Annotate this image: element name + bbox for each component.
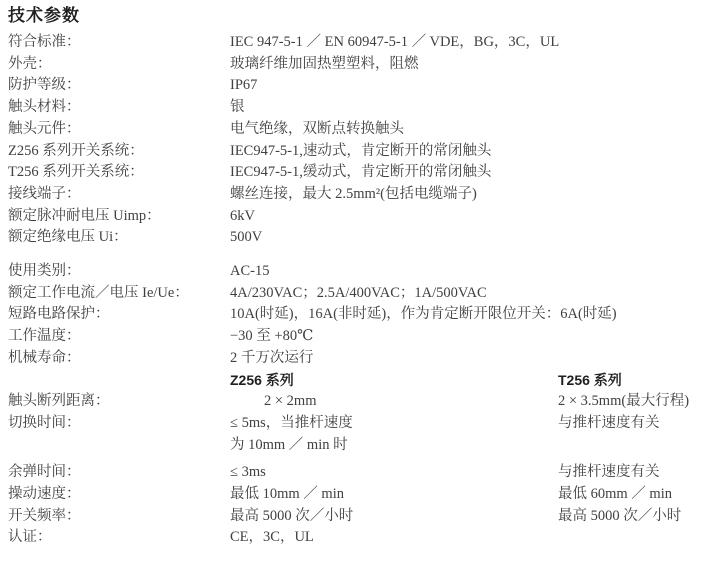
spec-label: 额定脉冲耐电压 Uimp： <box>8 207 161 224</box>
comparison-header-row <box>8 370 727 392</box>
comparison-row <box>8 391 727 413</box>
comparison-row <box>8 506 727 528</box>
spec-value: 10A(时延)，16A(非时延)，作为肯定断开限位开关：6A(时延) <box>230 306 617 323</box>
t256-value <box>558 527 727 549</box>
spec-value: AC-15 <box>230 263 270 280</box>
z256-value <box>230 413 558 456</box>
z256-value: 2 × 2mm <box>264 393 317 410</box>
z256-value: 最高 5000 次／小时 <box>230 507 354 524</box>
spec-row <box>8 261 727 283</box>
spec-value: 银 <box>230 99 245 116</box>
spec-row <box>8 304 727 326</box>
column-header-z256: Z256 系列 <box>230 371 294 388</box>
spec-row <box>8 184 727 206</box>
spec-row <box>8 54 727 76</box>
spec-label: 防护等级： <box>8 77 81 94</box>
z256-value: 最低 10mm ／ min <box>230 486 344 503</box>
spec-row <box>8 162 727 184</box>
spec-label: 工作温度： <box>8 328 81 345</box>
spec-row <box>8 97 727 119</box>
spec-value: 500V <box>230 229 263 246</box>
spec-row <box>8 32 727 54</box>
spec-row <box>8 227 727 249</box>
t256-value: 2 × 3.5mm(最大行程) <box>558 393 690 410</box>
comparison-row <box>8 413 727 456</box>
spec-label: 触头断列距离： <box>8 393 110 410</box>
spec-label: 外壳： <box>8 55 52 72</box>
spec-label: 额定绝缘电压 Ui： <box>8 229 128 246</box>
spec-label: 额定工作电流／电压 Ie/Ue： <box>8 284 189 301</box>
spec-label: T256 系列开关系统： <box>8 164 144 181</box>
comparison-header-spacer <box>8 370 230 392</box>
spec-row <box>8 326 727 348</box>
spec-label: 操动速度： <box>8 486 81 503</box>
z256-value-line2: 为 10mm ／ min 时 <box>230 436 348 453</box>
spec-label: 切换时间： <box>8 414 81 431</box>
page-title: 技术参数 <box>8 6 80 25</box>
spec-value: IP67 <box>230 77 258 94</box>
spec-row <box>8 75 727 97</box>
spec-value: 2 千万次运行 <box>230 349 314 366</box>
t256-value: 最高 5000 次／小时 <box>558 507 682 524</box>
t256-value: 与推杆速度有关 <box>558 464 660 481</box>
spec-label: 触头元件： <box>8 120 81 137</box>
spec-label: 余弹时间： <box>8 464 81 481</box>
spec-value: 4A/230VAC；2.5A/400VAC；1A/500VAC <box>230 284 487 301</box>
spec-label: 接线端子： <box>8 185 81 202</box>
spec-value: 玻璃纤维加固热塑塑料，阻燃 <box>230 55 419 72</box>
spec-label: 机械寿命： <box>8 349 81 366</box>
spec-value: 电气绝缘，双断点转换触头 <box>230 120 404 137</box>
t256-value: 最低 60mm ／ min <box>558 486 672 503</box>
z256-value-line1: ≤ 5ms，当推杆速度 <box>230 414 353 431</box>
column-header-t256: T256 系列 <box>558 371 622 388</box>
comparison-row <box>8 462 727 484</box>
spec-label: 符合标准： <box>8 34 81 50</box>
t256-value: 与推杆速度有关 <box>558 414 660 431</box>
spec-row <box>8 206 727 228</box>
spec-value: IEC947-5-1,速动式，肯定断开的常闭触头 <box>230 142 492 159</box>
comparison-row <box>8 484 727 506</box>
spec-row <box>8 141 727 163</box>
comparison-row <box>8 527 727 549</box>
spec-label: 使用类别： <box>8 263 81 280</box>
spec-label: 开关频率： <box>8 507 81 524</box>
spec-value: 螺丝连接，最大 2.5mm²(包括电缆端子) <box>230 185 477 202</box>
spec-row <box>8 283 727 305</box>
spec-value: IEC 947-5-1 ／ EN 60947-5-1 ／ VDE，BG，3C，UL <box>230 34 560 50</box>
spec-label: 短路电路保护： <box>8 306 110 323</box>
spec-label: Z256 系列开关系统： <box>8 142 144 159</box>
spec-row <box>8 348 727 370</box>
spec-label: 触头材料： <box>8 99 81 116</box>
spec-label: 认证： <box>8 529 52 546</box>
spec-row <box>8 119 727 141</box>
spec-value: −30 至 +80℃ <box>230 328 314 345</box>
z256-value: CE，3C，UL <box>230 529 314 546</box>
spec-value: IEC947-5-1,缓动式，肯定断开的常闭触头 <box>230 164 492 181</box>
z256-value: ≤ 3ms <box>230 464 266 481</box>
spec-value: 6kV <box>230 207 255 224</box>
